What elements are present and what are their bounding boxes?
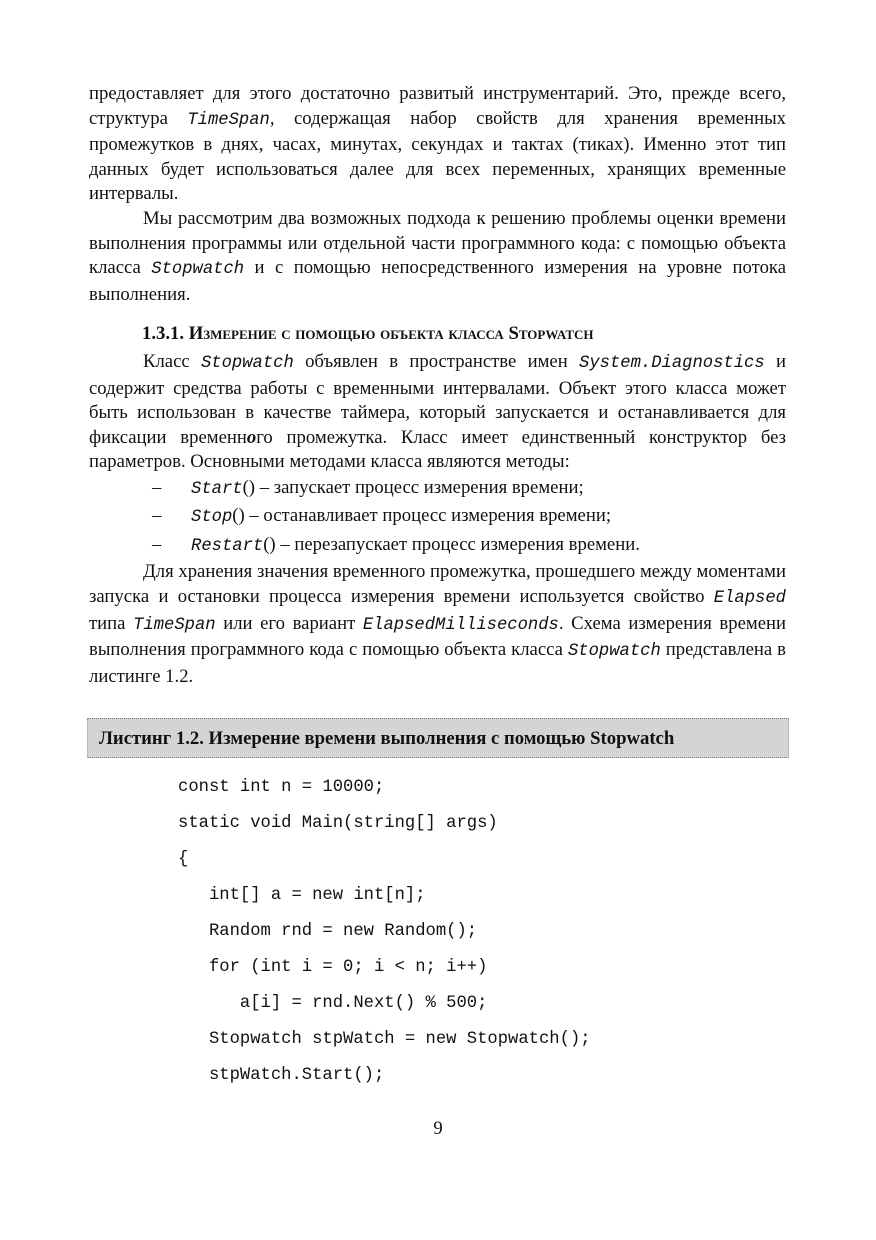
code-line: int[] a = new int[n]; [178,886,426,905]
list-dash: – [152,533,162,555]
text-run: , содержащая набор свойств для хранения временных промежутков в днях, часах, минутах, секундах и тактах (тиках). Именно этот тип данных будет использоваться далее для всех переменных, хранящих временные интервалы. [89,107,786,205]
page-number: 9 [433,1118,443,1139]
method-name: Start [191,479,243,499]
stress-letter: о [246,426,257,448]
text-run: . Схема измерения времени выполнения программного кода с помощью объекта класса [89,612,787,661]
text-run: и с помощью непосредственного измерения на уровне потока выполнения. [89,257,787,305]
code-line: Stopwatch stpWatch = new Stopwatch(); [178,1030,591,1049]
text-run: Класс [143,351,201,372]
code-term: TimeSpan [133,615,216,635]
method-desc: () – запускает процесс измерения времени; [242,476,584,498]
list-dash: – [152,505,162,527]
code-line: static void Main(string[] args) [178,814,498,833]
text-run: предоставляет для этого достаточно развитый инструментарий. Это, прежде всего, структура [89,83,786,129]
code-term: ElapsedMilliseconds [362,615,559,635]
body-text-top [89,82,786,307]
section-title: Измерение с помощью объекта класса Stopwatch [188,323,594,344]
paragraph-elapsed [89,560,786,689]
body-text-section [89,350,786,689]
code-line: for (int i = 0; i < n; i++) [178,958,488,977]
code-term: TimeSpan [187,110,270,130]
code-listing [178,770,591,1094]
text-run: Мы рассмотрим два возможных подхода к решению проблемы оценки времени выполнения программы или отдельной части программного кода: с помощью объекта класса [89,207,786,279]
listing-caption-bar [87,718,789,758]
text-run: или его вариант [215,612,363,634]
code-line: const int n = 10000; [178,778,385,797]
method-desc: () – останавливает процесс измерения времени; [232,505,612,527]
code-term: Stopwatch [567,642,661,662]
list-dash: – [152,476,162,498]
text-run: го промежутка. Класс имеет единственный конструктор без параметров. Основными методами класса являются методы: [89,426,786,473]
section-number: 1.3.1. [142,323,185,344]
methods-list [89,475,786,561]
code-term: Stopwatch [200,354,294,373]
method-name: Stop [191,508,233,528]
listing-title: Листинг 1.2. Измерение времени выполнения с помощью Stopwatch [99,728,675,749]
text-run: типа [89,612,134,634]
paragraph-intro [89,82,786,207]
code-term: Stopwatch [151,260,245,280]
list-item [89,475,786,504]
list-item [89,503,786,532]
code-line: Random rnd = new Random(); [178,922,478,941]
paragraph-stopwatch-class [89,350,786,475]
text-run: представлена в листинге 1.2. [89,639,786,687]
code-line: a[i] = rnd.Next() % 500; [178,994,488,1013]
code-term: Elapsed [713,589,786,609]
text-run: объявлен в пространстве имен [293,351,580,372]
code-line: { [178,850,189,869]
paragraph-approaches [89,207,786,307]
code-line: stpWatch.Start(); [178,1066,385,1085]
method-name: Restart [191,536,264,556]
list-item [89,532,786,561]
code-term: System.Diagnostics [579,354,765,373]
text-run: и содержит средства работы с временными интервалами. Объект этого класса может быть использован в качестве таймера, который запускается и останавливается для фиксации временн [89,351,786,448]
method-desc: () – перезапускает процесс измерения времени. [263,533,640,555]
text-run: Для хранения значения временного промежутка, прошедшего между моментами запуска и остановки процесса измерения времени используется свойство [89,561,786,608]
section-heading [142,323,594,345]
